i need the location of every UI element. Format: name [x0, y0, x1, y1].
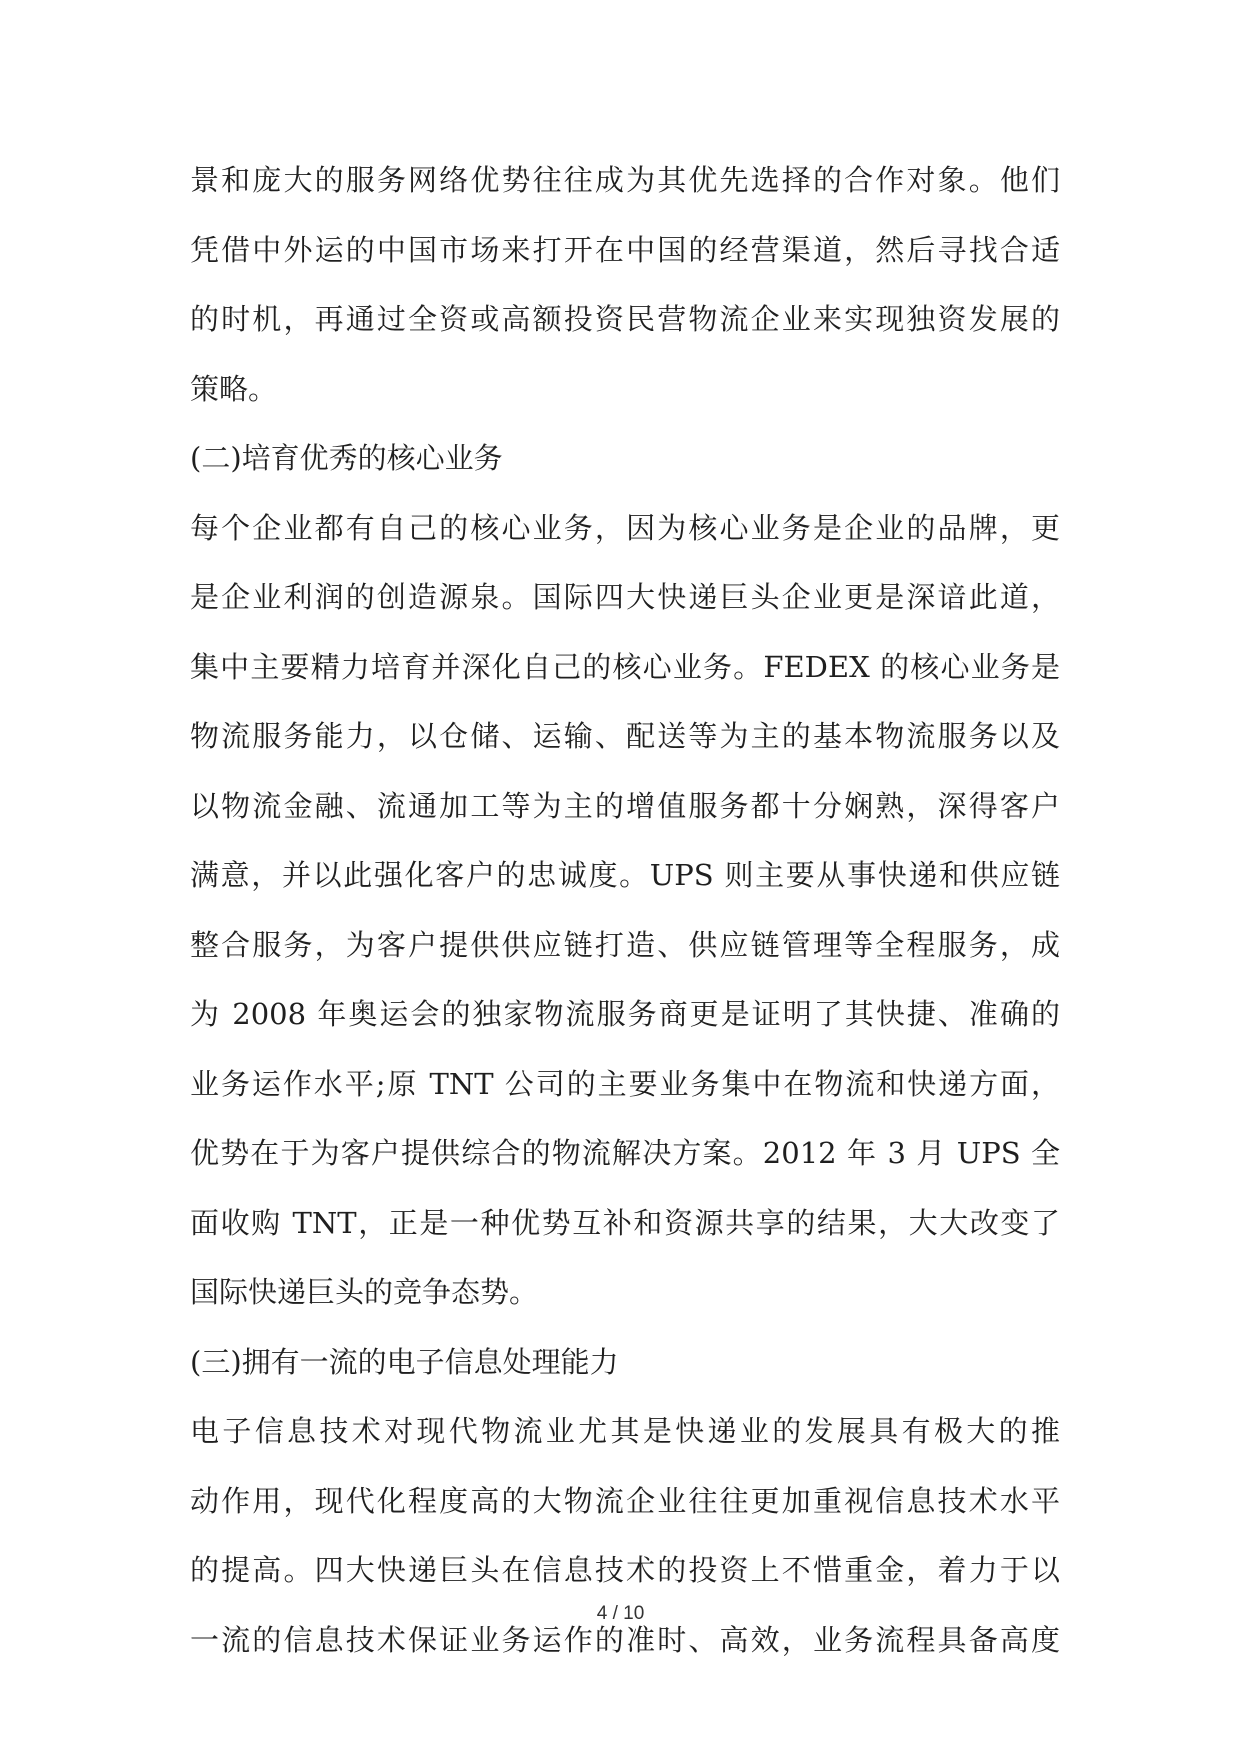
heading-text: (三)拥有一流的电子信息处理能力: [190, 1344, 619, 1379]
text-line: 面收购 TNT，正是一种优势互补和资源共享的结果，大大改变了: [190, 1205, 1060, 1240]
text-line: 凭借中外运的中国市场来打开在中国的经营渠道，然后寻找合适: [190, 232, 1060, 267]
text-line: 每个企业都有自己的核心业务，因为核心业务是企业的品牌，更: [190, 510, 1060, 545]
text-line: 一流的信息技术保证业务运作的准时、高效，业务流程具备高度: [190, 1622, 1060, 1657]
text-line: 策略。: [190, 371, 278, 406]
paragraph: [190, 1397, 1060, 1675]
text-line: 业务运作水平;原 TNT 公司的主要业务集中在物流和快递方面，: [190, 1066, 1060, 1101]
paragraph: [190, 146, 1060, 424]
text-line: 的提高。四大快递巨头在信息技术的投资上不惜重金，着力于以: [190, 1553, 1060, 1587]
paragraph: [190, 494, 1060, 1328]
text-line: 为 2008 年奥运会的独家物流服务商更是证明了其快捷、准确的: [190, 997, 1060, 1031]
text-line: 景和庞大的服务网络优势往往成为其优先选择的合作对象。他们: [190, 163, 1060, 197]
text-line: 电子信息技术对现代物流业尤其是快递业的发展具有极大的推: [190, 1414, 1060, 1448]
section-heading: [190, 424, 1060, 494]
page-number: 4 / 10: [596, 1603, 645, 1624]
text-line: 的时机，再通过全资或高额投资民营物流企业来实现独资发展的: [190, 302, 1060, 336]
text-line: 集中主要精力培育并深化自己的核心业务。FEDEX 的核心业务是: [190, 649, 1060, 684]
text-line: 整合服务，为客户提供供应链打造、供应链管理等全程服务，成: [190, 927, 1060, 962]
heading-text: (二)培育优秀的核心业务: [190, 441, 503, 475]
text-line: 优势在于为客户提供综合的物流解决方案。2012 年 3 月 UPS 全: [190, 1136, 1060, 1170]
text-line: 以物流金融、流通加工等为主的增值服务都十分娴熟，深得客户: [190, 788, 1060, 823]
text-line: 满意，并以此强化客户的忠诚度。UPS 则主要从事快递和供应链: [190, 858, 1060, 892]
text-line: 是企业利润的创造源泉。国际四大快递巨头企业更是深谙此道，: [190, 580, 1060, 614]
section-heading: [190, 1328, 1060, 1398]
text-line: 动作用，现代化程度高的大物流企业往往更加重视信息技术水平: [190, 1483, 1060, 1518]
text-line: 国际快递巨头的竞争态势。: [190, 1275, 539, 1309]
page-body: [190, 146, 1060, 1675]
text-line: 物流服务能力，以仓储、运输、配送等为主的基本物流服务以及: [190, 719, 1060, 753]
